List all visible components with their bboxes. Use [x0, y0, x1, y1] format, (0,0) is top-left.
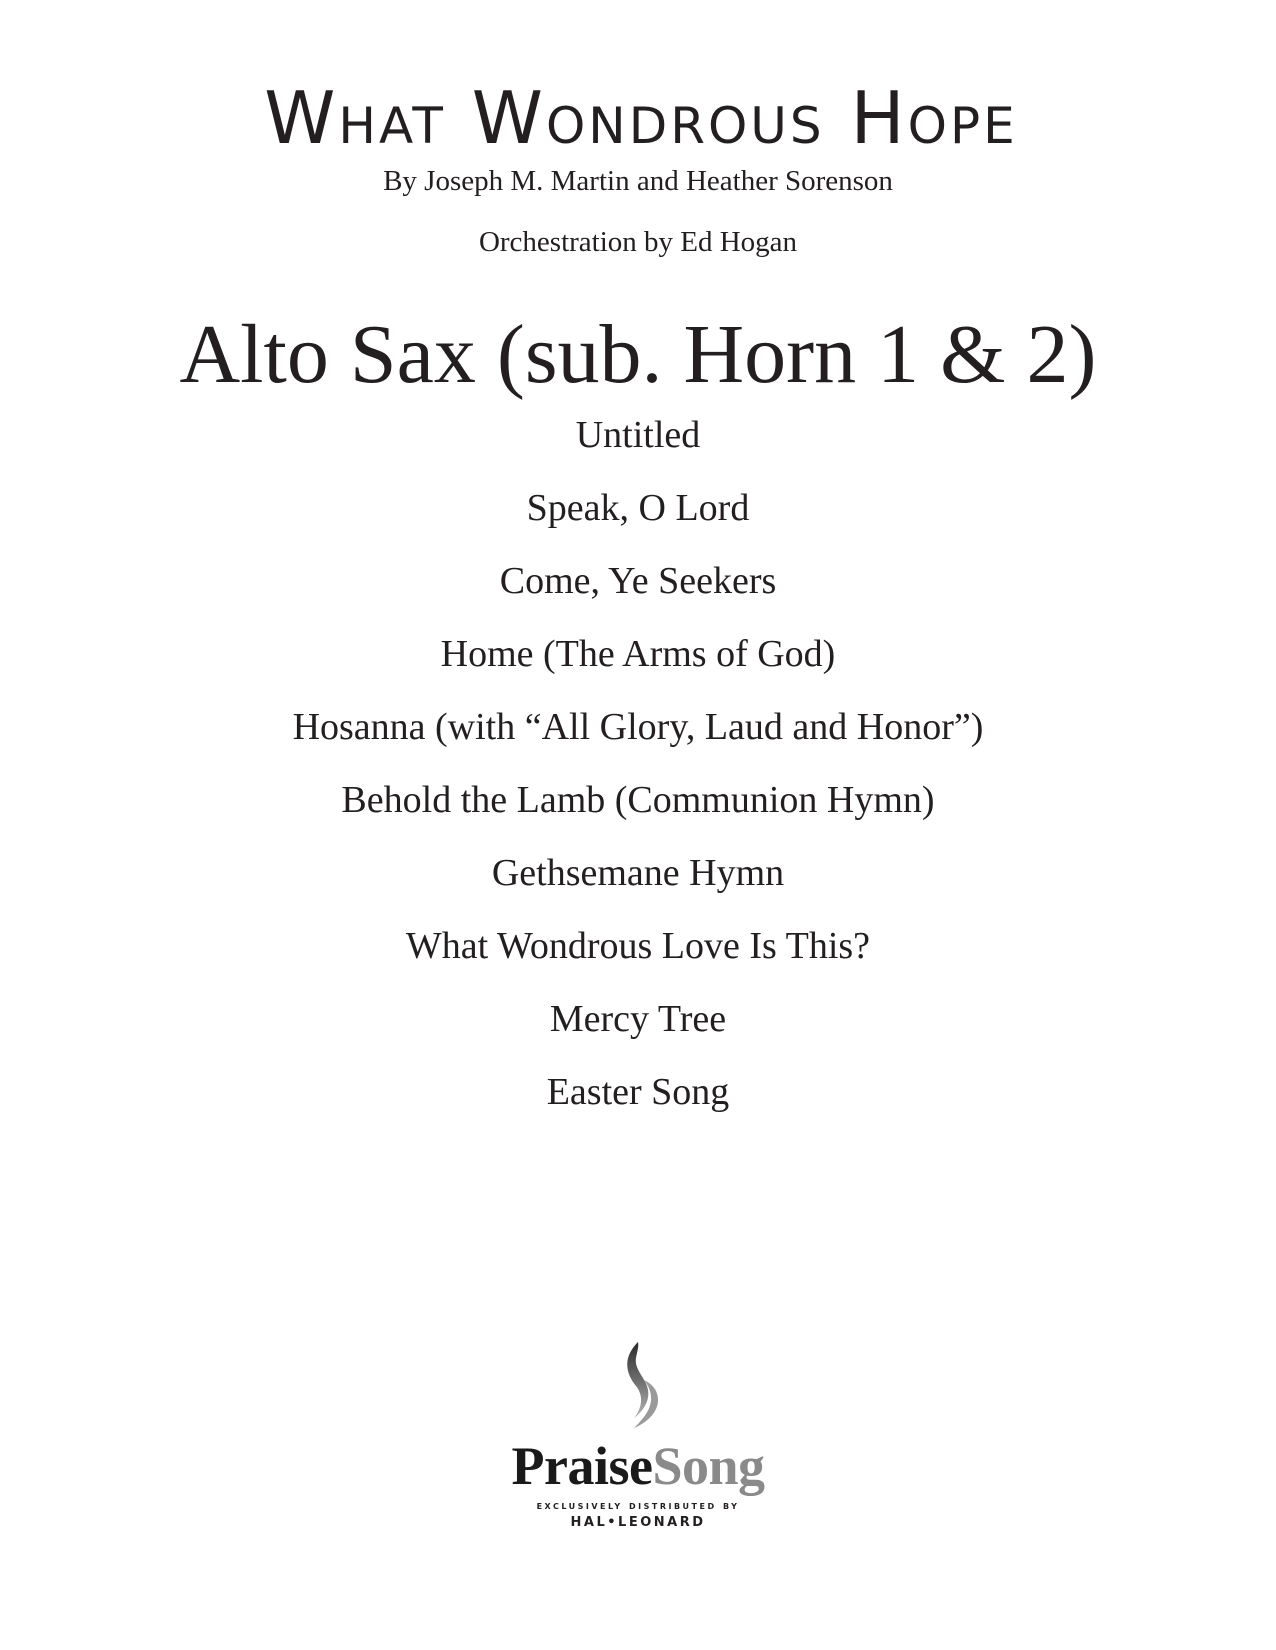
- song-item: Untitled: [575, 414, 701, 456]
- song-item: Hosanna (with “All Glory, Laud and Honor”): [292, 706, 984, 748]
- song-item: Behold the Lamb (Communion Hymn): [341, 779, 935, 821]
- distribution-note: exclusively distributed by: [536, 1499, 740, 1512]
- composer-byline: By Joseph M. Martin and Heather Sorenson: [383, 165, 893, 197]
- song-item: Speak, O Lord: [526, 487, 750, 529]
- song-item: What Wondrous Love Is This?: [405, 925, 871, 967]
- brand-song: Song: [652, 1436, 765, 1496]
- brand-wordmark: [0, 1436, 1276, 1496]
- song-item: Home (The Arms of God): [440, 633, 836, 675]
- collection-title: What Wondrous Hope: [264, 76, 1018, 160]
- brand-praise: Praise: [511, 1436, 653, 1496]
- orchestration-credit: Orchestration by Ed Hogan: [478, 226, 798, 258]
- instrument-title: Alto Sax (sub. Horn 1 & 2): [179, 308, 1097, 401]
- song-item: Come, Ye Seekers: [499, 560, 777, 602]
- distributor-name: HAL•LEONARD: [570, 1515, 706, 1530]
- praisesong-logo: [0, 1340, 1276, 1532]
- song-item: Gethsemane Hymn: [491, 852, 785, 894]
- song-item: Mercy Tree: [549, 998, 727, 1040]
- song-item: Easter Song: [546, 1071, 730, 1113]
- flame-icon: [608, 1340, 668, 1432]
- song-list: [0, 412, 1276, 1142]
